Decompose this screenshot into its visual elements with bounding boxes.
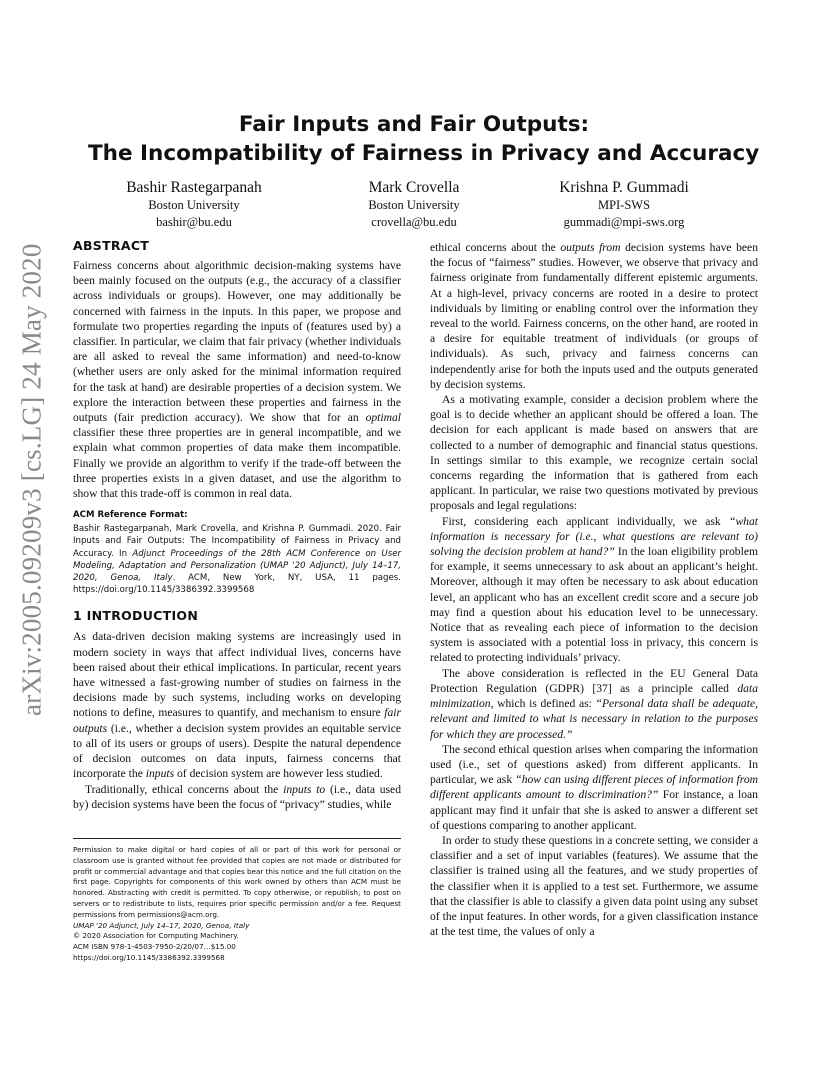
intro-paragraph-5: The above consideration is reflected in the EU General Data Protection Regulation (GDPR) [37] as a principle called data minimization, which is defined as: “Personal data shall be adequate, relevant and limited to what is necessary in relation to the purposes for which they are processed.”	[430, 666, 758, 741]
intro-paragraph-6: The second ethical question arises when comparing the information used (i.e., set of questions asked) from different applicants. In particular, we ask “how can using different pieces of information from different applicants amount to discrimination?” For instance, a loan applicant may find it unfair that she is asked to answer a different set of questions comparing to another applicant.	[430, 742, 758, 832]
intro-paragraph-3: As a motivating example, consider a decision problem where the goal is to decide whether an applicant should be offered a loan. The decision for each applicant is made based on answers that are collected to a number of demographic and financial status questions. In settings similar to this example, we recognize certain social concerns regarding the information that is gathered from each applicant. In particular, we raise two questions motivated by previous proposals and legal regulations:	[430, 393, 758, 513]
arxiv-identifier-stamp: arXiv:2005.09209v3 [cs.LG] 24 May 2020	[16, 243, 47, 717]
left-column	[73, 238, 401, 812]
author-name: Krishna P. Gummadi	[559, 179, 689, 196]
doi-line: https://doi.org/10.1145/3386392.3399568	[73, 952, 225, 962]
permission-notice: Permission to make digital or hard copies of all or part of this work for personal or classroom use is granted without fee provided that copies are not made or distributed for profit or commercial advantage and that copies bear this notice and the full citation on the first page. Copyrights for components of this work owned by others than ACM must be honored. Abstracting with credit is permitted. To copy otherwise, or republish, to post on servers or to redistribute to lists, requires prior specific permission and/or a fee. Request permissions from permissions@acm.org.	[73, 845, 401, 919]
copyright-footnote	[73, 838, 401, 964]
copyright-line: © 2020 Association for Computing Machinery.	[73, 931, 239, 941]
abstract-heading: ABSTRACT	[73, 238, 150, 253]
venue-line: UMAP '20 Adjunct, July 14–17, 2020, Genoa, Italy	[73, 920, 250, 930]
intro-paragraph-4: First, considering each applicant individually, we ask “what information is necessary for (i.e., what questions are relevant to) solving the decision problem at hand?” In the loan eligibility problem for example, it seems unnecessary to ask about an applicant’s height. Moreover, although it may often be necessary to ask about education level, an applicant who has an excellent credit score and a secure job may find a question about his education level to be unnecessary. Notice that as revealing each piece of information to the decision system is associated with a potential loss in privacy, this concern is related to protecting individuals’ privacy.	[430, 514, 758, 665]
title-line-1: Fair Inputs and Fair Outputs:	[238, 112, 590, 137]
acm-reference-heading: ACM Reference Format:	[73, 510, 188, 521]
intro-paragraph-7: In order to study these questions in a concrete setting, we consider a classifier and a set of input variables (features). We assume that the classifier is trained using all the features, and we study properties of the classifier when it is applied to a test set. Furthermore, we assume that the classifier is able to classify a given data point using any subset of the input features. In other words, for a given classification instance at the test time, the values of only a	[430, 833, 758, 939]
title-line-2: The Incompatibility of Fairness in Privacy and Accuracy	[88, 141, 760, 166]
author-block	[88, 178, 740, 234]
introduction-heading: 1 INTRODUCTION	[73, 608, 199, 624]
author-email: crovella@bu.edu	[371, 215, 457, 229]
intro-paragraph-2-start: Traditionally, ethical concerns about the inputs to (i.e., data used by) decision systems have been the focus of “privacy” studies, while	[73, 782, 401, 811]
author-email: bashir@bu.edu	[156, 215, 232, 229]
author-3	[524, 178, 724, 231]
abstract-text: Fairness concerns about algorithmic decision-making systems have been mainly focused on the outputs (e.g., the accuracy of a classifier across individuals or groups). However, one may additionally be concerned with fairness in the inputs. In this paper, we propose and formulate two properties regarding the inputs of (features used by) a classifier. In particular, we claim that fair privacy (whether individuals are all asked to reveal the same information) and need-to-know (whether users are only asked for the minimal information required for the task at hand) are desirable properties of a decision system. We explore the interaction between these properties and fairness in the outputs (fair prediction accuracy). We show that for an optimal classifier these three properties are in general incompatible, and we explain what common properties of data make them incompatible. Finally we provide an algorithm to verify if the trade-off between the three properties exists in a given dataset, and use the algorithm to show that this trade-off is common in real data.	[73, 259, 401, 501]
author-name: Bashir Rastegarpanah	[126, 179, 262, 196]
isbn-line: ACM ISBN 978-1-4503-7950-2/20/07…$15.00	[73, 942, 236, 952]
author-name: Mark Crovella	[368, 179, 460, 196]
right-column	[430, 240, 758, 939]
intro-paragraph-1: As data-driven decision making systems are increasingly used in modern society in ways that affect individual lives, concerns have been raised about their ethical implications. In particular, recent years have witnessed a fast-growing number of studies on fairness in the decisions made by such systems, including works on developing notions to define, measures to quantify, and mechanism to ensure fair outputs (i.e., whether a decision system provides an equitable service to all of its users or groups of users). Despite the natural dependence of decision outcomes on data inputs, fairness concerns that incorporate the inputs of decision system are however less studied.	[73, 630, 401, 781]
author-affiliation: Boston University	[368, 198, 460, 212]
paper-title	[88, 110, 760, 168]
author-affiliation: MPI-SWS	[597, 198, 651, 212]
author-1	[94, 178, 294, 231]
author-affiliation: Boston University	[148, 198, 240, 212]
author-2	[314, 178, 514, 231]
acm-reference-text: Bashir Rastegarpanah, Mark Crovella, and Krishna P. Gummadi. 2020. Fair Inputs and Fair Outputs: The Incompatibility of Fairness in Privacy and Accuracy. In Adjunct Proceedings of the 28th ACM Conference on User Modeling, Adaptation and Personalization (UMAP '20 Adjunct), July 14–17, 2020, Genoa, Italy. ACM, New York, NY, USA, 11 pages. https://doi.org/10.1145/3386392.3399568	[73, 524, 402, 596]
intro-paragraph-2-cont: ethical concerns about the outputs from decision systems have been the focus of “fairness” studies. However, we observe that privacy and fairness originate from fundamentally different epistemic arguments. At a high-level, privacy concerns are rooted in a desire to protect individuals by limiting or enabling control over the information they reveal to the world. Fairness concerns, on the other hand, are rooted in a desire for equitable treatment of individuals (or groups of individuals). As such, privacy and fairness concerns can independently arise for both the inputs used and the outputs generated by decision systems.	[430, 241, 758, 391]
author-email: gummadi@mpi-sws.org	[563, 215, 685, 229]
